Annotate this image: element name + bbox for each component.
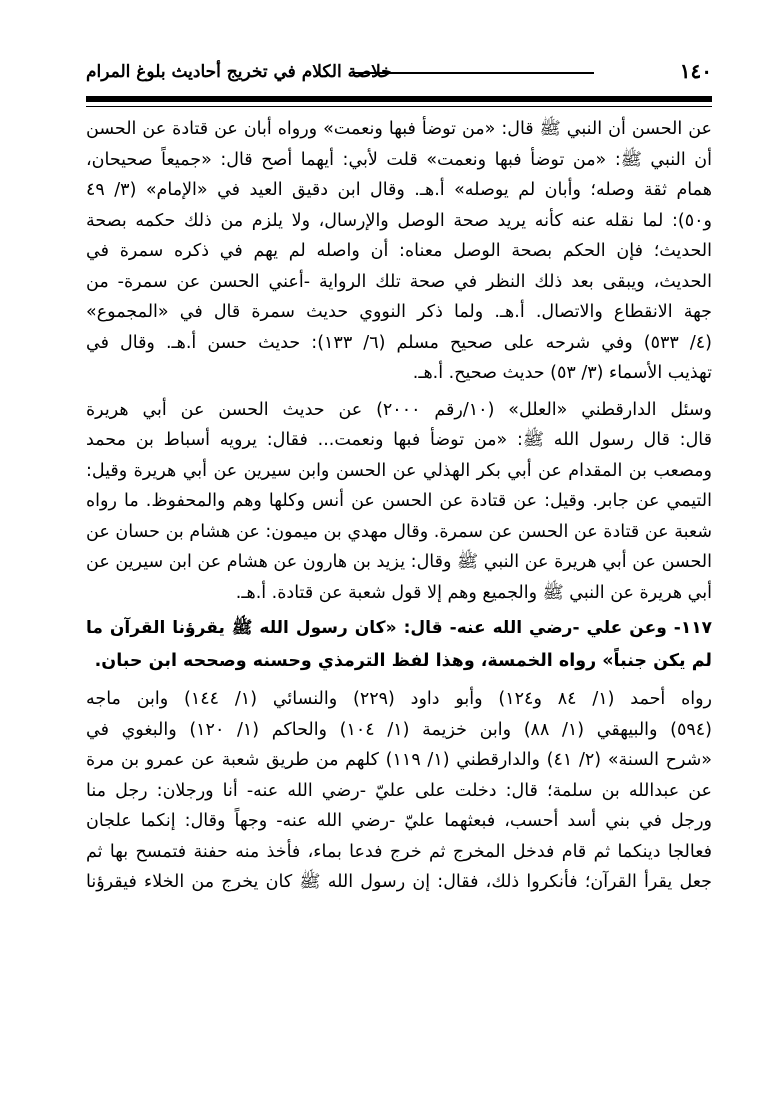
text-line: وسئل الدارقطني «العلل» (١٠/رقم ٢٠٠٠) عن حديث الحسن عن أبي هريرة xyxy=(86,399,712,420)
text-line: همام ثقة وصله؛ وأبان لم يوصله» أ.هـ. وقال ابن دقيق العيد في «الإمام» (٣/ ٤٩ xyxy=(86,180,712,200)
text-line: أن النبي ﷺ: «من توضأ فبها ونعمت» قلت لأبي: أيهما أصح قال: «جميعاً صحيحان، xyxy=(86,149,712,170)
page-number: ١٤٠ xyxy=(679,59,712,83)
text-line: «شرح السنة» (٢/ ٤١) والدارقطني (١/ ١١٩) كلهم من طريق شعبة عن عمرو بن مرة xyxy=(86,750,712,770)
text-line: رواه أحمد (١/ ٨٤ و١٢٤) وأبو داود (٢٢٩) والنسائي (١/ ١٤٤) وابن ماجه xyxy=(86,689,712,709)
hadith-117 xyxy=(86,612,712,678)
text-line: جعل يقرأ القرآن؛ فأنكروا ذلك، فقال: إن رسول الله ﷺ كان يخرج من الخلاء فيقرؤنا xyxy=(86,872,712,892)
text-line: عن الحسن أن النبي ﷺ قال: «من توضأ فبها ونعمت» ورواه أبان عن قتادة عن الحسن xyxy=(86,119,712,139)
paragraph-takhrij xyxy=(86,684,712,898)
text-line: شعبة عن قتادة عن الحسن عن سمرة. وقال مهدي بن ميمون: عن هشام بن حسان عن xyxy=(86,521,712,542)
text-line: الحديث؛ فإن الحكم بصحة الوصل معناه: أن واصله لم يهم في ذكره سمرة في xyxy=(86,241,712,261)
text-line: ومصعب بن المقدام عن أبي بكر الهذلي عن الحسن وابن سيرين عن أبي هريرة وقيل: xyxy=(86,460,712,481)
text-line: التيمي عن جابر. وقيل: عن قتادة عن الحسن عن أنس وكلها وهم والمحفوظ. ما رواه xyxy=(86,491,712,511)
text-line: قال: قال رسول الله ﷺ: «من توضأ فبها ونعمت... فقال: يرويه أسباط بن محمد xyxy=(86,430,712,450)
hadith-text-line: لم يكن جنباً» رواه الخمسة، وهذا لفظ الترمذي وحسنه وصححه ابن حبان. xyxy=(94,651,712,671)
hadith-text-line: ١١٧- وعن علي -رضي الله عنه- قال: «كان رسول الله ﷺ يقرؤنا القرآن ما xyxy=(86,618,712,638)
text-line: عن عبدالله بن سلمة؛ قال: دخلت على عليّ -رضي الله عنه- أنا ورجلان: رجل منا xyxy=(86,780,712,801)
text-line: الحسن عن أبي هريرة عن النبي ﷺ وقال: يزيد بن هارون عن هشام عن ابن سيرين عن xyxy=(86,552,712,572)
paragraph-hasan-samura xyxy=(86,114,712,389)
text-line: فعالجا دينكما ثم قام فدخل المخرج ثم خرج فدعا بماء، فأخذ منه حفنة فتمسح بها ثم xyxy=(86,841,712,862)
page-header xyxy=(86,56,712,90)
text-line: و٥٠): لما نقله عنه كأنه يريد صحة الوصل والإرسال، ولا يلزم من ذلك حكمه بصحة xyxy=(86,210,712,231)
text-line: (٤/ ٥٣٣) وفي شرحه على صحيح مسلم (٦/ ١٣٣): حديث حسن أ.هـ. وقال في xyxy=(86,332,712,353)
text-line: (٥٩٤) والبيهقي (١/ ٨٨) وابن خزيمة (١/ ١٠٤) والحاكم (١/ ١٢٠) والبغوي في xyxy=(86,719,712,740)
text-line: ورجل في بني أسد أحسب، فبعثهما عليّ -رضي الله عنه- وجهاً وقال: إنكما علجان xyxy=(86,811,712,831)
running-title: خلاصة الكلام في تخريج أحاديث بلوغ المرام xyxy=(86,62,392,82)
text-line: الحديث، ويبقى بعد ذلك النظر في صحة تلك الرواية -أعني الحسن عن سمرة- من xyxy=(86,271,712,292)
text-line: تهذيب الأسماء (٣/ ٥٣) حديث صحيح. أ.هـ. xyxy=(412,363,712,383)
body-text xyxy=(86,114,712,1104)
header-rule-thin xyxy=(86,106,712,107)
text-line: جهة الانقطاع والاتصال. أ.هـ. ولما ذكر النووي حديث سمرة قال في «المجموع» xyxy=(86,302,712,322)
paragraph-daraqutni-ilal xyxy=(86,395,712,609)
text-line: أبي هريرة عن النبي ﷺ والجميع وهم إلا قول شعبة عن قتادة. أ.هـ. xyxy=(235,582,712,603)
header-rule-thick xyxy=(86,96,712,102)
